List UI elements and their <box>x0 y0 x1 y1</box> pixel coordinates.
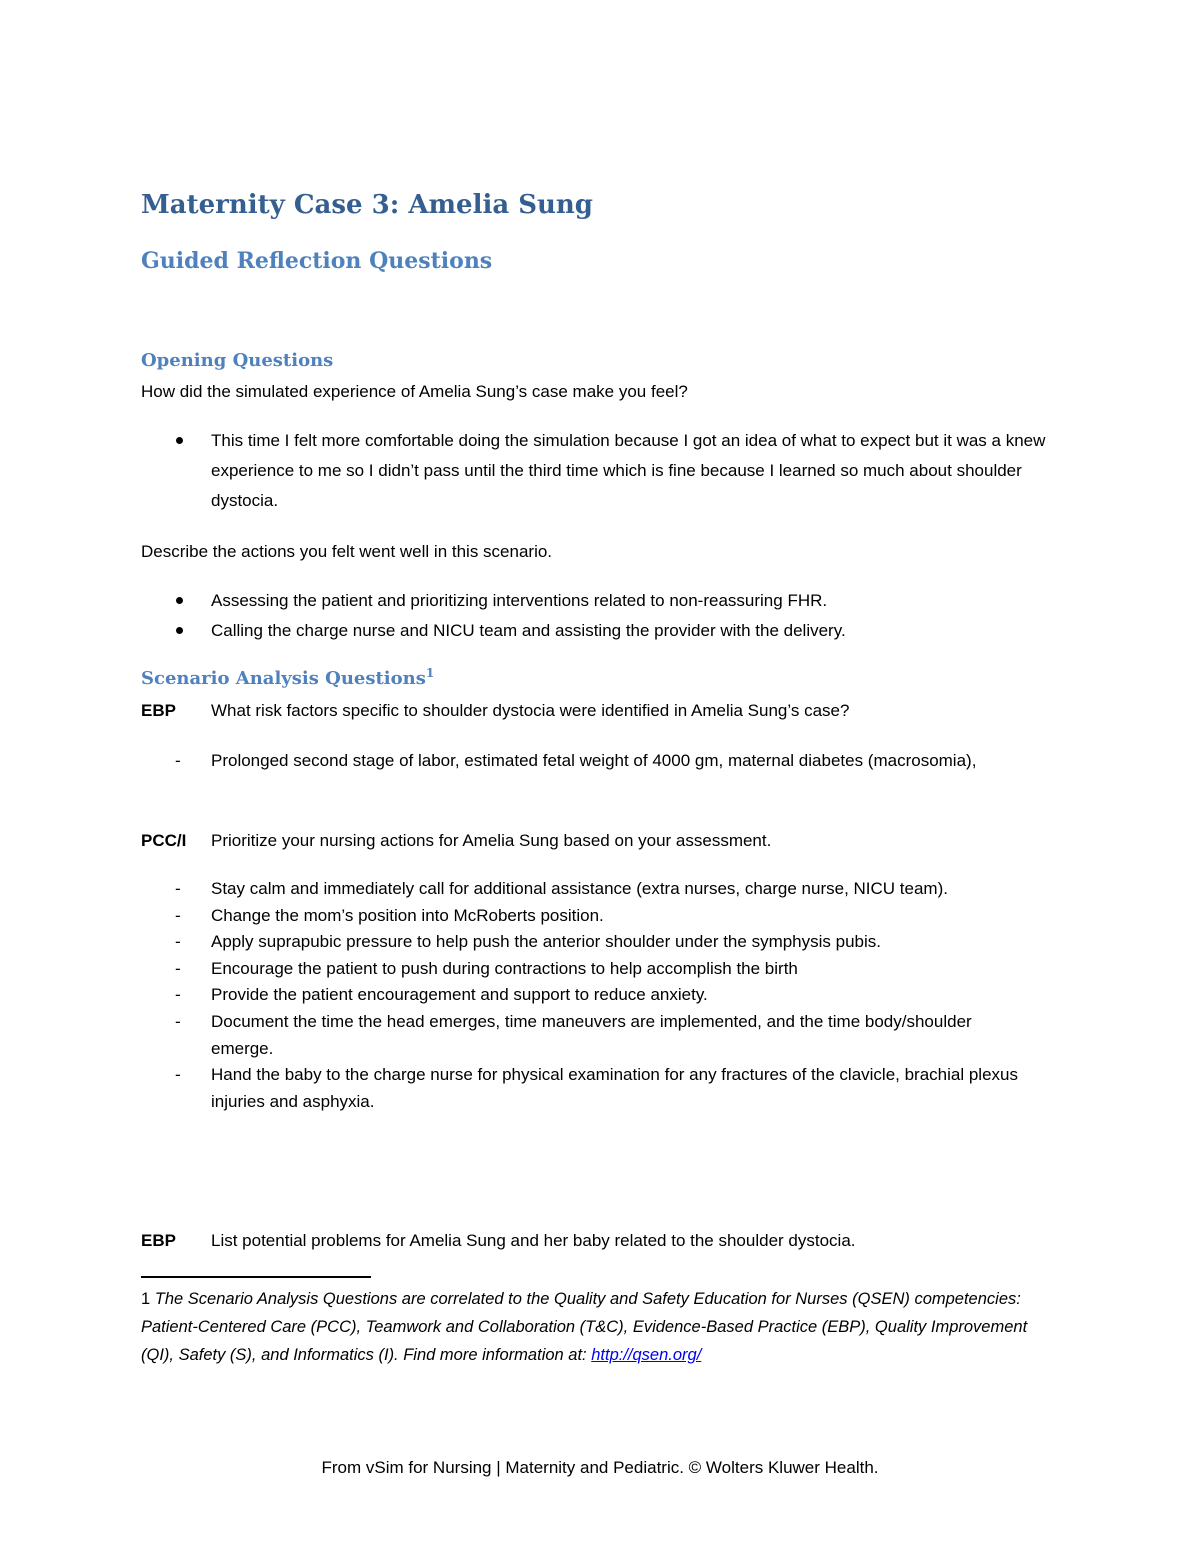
scenario-question-2: Prioritize your nursing actions for Amelia Sung based on your assessment. <box>211 831 772 850</box>
qsen-link[interactable]: http://qsen.org/ <box>591 1346 702 1364</box>
scenario-heading-text: Scenario Analysis Questions <box>141 668 426 689</box>
action-item: Stay calm and immediately call for additional assistance (extra nurses, charge nurse, NICU team). <box>211 879 948 898</box>
opening-answer-3: Calling the charge nurse and NICU team and assisting the provider with the delivery. <box>211 621 846 640</box>
document-subtitle: Guided Reflection Questions <box>141 248 493 274</box>
dash-marker: - <box>175 959 181 978</box>
bullet-icon <box>176 597 183 604</box>
opening-question-1: How did the simulated experience of Amelia Sung’s case make you feel? <box>141 382 688 401</box>
footnote-number: 1 <box>141 1290 151 1308</box>
scenario-analysis-heading <box>141 668 434 689</box>
bullet-icon <box>176 437 183 444</box>
footnote-ref: 1 <box>425 666 435 680</box>
dash-marker: - <box>175 1065 181 1084</box>
action-item: Provide the patient encouragement and support to reduce anxiety. <box>211 985 708 1004</box>
dash-marker: - <box>175 1012 181 1031</box>
dash-marker: - <box>175 932 181 951</box>
action-item: Encourage the patient to push during contractions to help accomplish the birth <box>211 959 798 978</box>
document-title: Maternity Case 3: Amelia Sung <box>141 190 593 220</box>
action-item: Document the time the head emerges, time maneuvers are implemented, and the time body/shoulder emerge. <box>211 1012 972 1058</box>
action-item: Change the mom’s position into McRoberts position. <box>211 906 604 925</box>
dash-marker: - <box>175 879 181 898</box>
page-footer: From vSim for Nursing | Maternity and Pediatric. © Wolters Kluwer Health. <box>321 1458 879 1477</box>
action-item: Apply suprapubic pressure to help push the anterior shoulder under the symphysis pubis. <box>211 932 881 951</box>
dash-marker: - <box>175 751 181 770</box>
ebp-tag: EBP <box>141 701 176 720</box>
action-item: Hand the baby to the charge nurse for physical examination for any fractures of the clavicle, brachial plexus injuries and asphyxia. <box>211 1065 1018 1111</box>
scenario-question-1: What risk factors specific to shoulder dystocia were identified in Amelia Sung’s case? <box>211 701 850 720</box>
bullet-icon <box>176 627 183 634</box>
footnote-divider <box>141 1276 371 1278</box>
scenario-answer-1: Prolonged second stage of labor, estimated fetal weight of 4000 gm, maternal diabetes (macrosomia), <box>211 751 977 770</box>
pcc-tag: PCC/I <box>141 831 187 850</box>
opening-answer-2: Assessing the patient and prioritizing interventions related to non-reassuring FHR. <box>211 591 828 610</box>
opening-answer-1: This time I felt more comfortable doing the simulation because I got an idea of what to expect but it was a knew experience to me so I didn’t pass until the third time which is fine because I learned so much about shoulder dystocia. <box>211 431 1046 510</box>
footnote-text: The Scenario Analysis Questions are correlated to the Quality and Safety Education for Nurses (QSEN) competencies: Patient-Centered Care (PCC), Teamwork and Collaboration (T&C), Evidence-Based Practice (EBP), Quality Improvement (QI), Safety (S), and Informatics (I). Find more information at: <box>141 1290 1028 1364</box>
scenario-question-3: List potential problems for Amelia Sung and her baby related to the shoulder dystocia. <box>211 1231 856 1250</box>
footnote <box>141 1285 1041 1369</box>
opening-questions-heading: Opening Questions <box>141 350 334 371</box>
opening-question-2: Describe the actions you felt went well in this scenario. <box>141 542 553 561</box>
dash-marker: - <box>175 985 181 1004</box>
ebp-tag: EBP <box>141 1231 176 1250</box>
dash-marker: - <box>175 906 181 925</box>
